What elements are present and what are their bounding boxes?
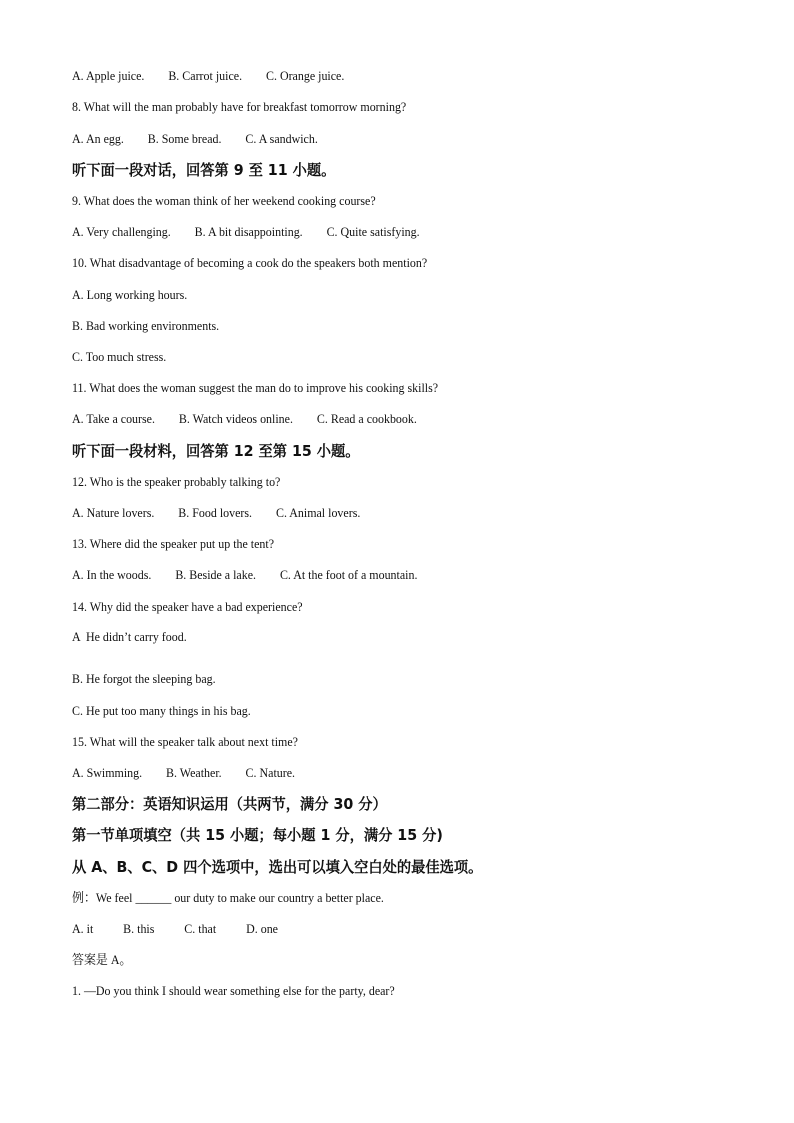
q8-options: A. An egg. B. Some bread. C. A sandwich. <box>72 131 318 146</box>
section-heading-dialogue: 听下面一段对话，回答第 9 至 11 小题。 <box>72 161 336 179</box>
q8-question: 8. What will the man probably have for breakfast tomorrow morning? <box>72 99 407 114</box>
q9-options: A. Very challenging. B. A bit disappointing. C. Quite satisfying. <box>72 224 420 239</box>
section-one-heading: 第一节单项填空（共 15 小题；每小题 1 分，满分 15 分) <box>72 826 443 844</box>
q13-question: 13. Where did the speaker put up the tent? <box>72 536 275 551</box>
section-one-instructions: 从 A、B、C、D 四个选项中，选出可以填入空白处的最佳选项。 <box>72 858 483 876</box>
q14-option-b: B. He forgot the sleeping bag. <box>72 671 216 686</box>
example-options: A. it B. this C. that D. one <box>72 921 278 936</box>
q14-question: 14. Why did the speaker have a bad experience? <box>72 599 303 614</box>
part-two-heading: 第二部分：英语知识运用（共两节，满分 30 分） <box>72 795 387 813</box>
q11-question: 11. What does the woman suggest the man do to improve his cooking skills? <box>72 380 439 395</box>
q7-options: A. Apple juice. B. Carrot juice. C. Orange juice. <box>72 68 345 83</box>
q14-option-a: A He didn’t carry food. <box>72 629 187 644</box>
q11-options: A. Take a course. B. Watch videos online. C. Read a cookbook. <box>72 411 417 426</box>
q10-option-b: B. Bad working environments. <box>72 318 220 333</box>
q9-question: 9. What does the woman think of her weekend cooking course? <box>72 193 376 208</box>
q12-question: 12. Who is the speaker probably talking to? <box>72 474 281 489</box>
q10-question: 10. What disadvantage of becoming a cook do the speakers both mention? <box>72 255 428 270</box>
q15-question: 15. What will the speaker talk about next time? <box>72 734 298 749</box>
q10-option-c: C. Too much stress. <box>72 349 167 364</box>
q1-question: 1. —Do you think I should wear something else for the party, dear? <box>72 983 395 998</box>
q10-option-a: A. Long working hours. <box>72 287 188 302</box>
q15-options: A. Swimming. B. Weather. C. Nature. <box>72 765 296 780</box>
example-question: 例：We feel ______ our duty to make our country a better place. <box>72 890 384 905</box>
example-answer: 答案是 A。 <box>72 952 132 967</box>
q14-option-c: C. He put too many things in his bag. <box>72 703 251 718</box>
q13-options: A. In the woods. B. Beside a lake. C. At the foot of a mountain. <box>72 567 418 582</box>
q12-options: A. Nature lovers. B. Food lovers. C. Animal lovers. <box>72 505 361 520</box>
section-heading-material: 听下面一段材料，回答第 12 至第 15 小题。 <box>72 442 360 460</box>
